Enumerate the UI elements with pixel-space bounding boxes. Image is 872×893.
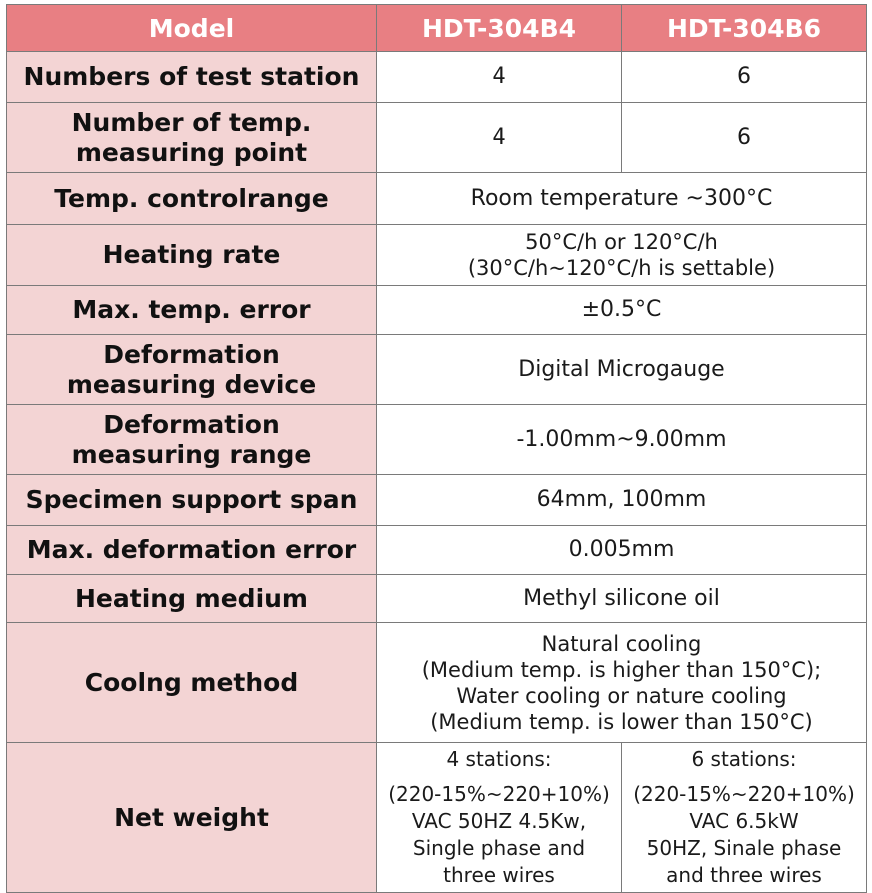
model-header: Model <box>7 5 377 52</box>
label-line: measuring range <box>71 439 312 469</box>
row-label: Temp. controlrange <box>7 173 377 225</box>
value-cell: 4 <box>377 103 622 173</box>
value-line: (Medium temp. is higher than 150°C); <box>421 657 822 682</box>
header-row <box>7 5 867 52</box>
value-line: VAC 6.5kW <box>689 809 799 833</box>
value-line: and three wires <box>666 863 822 887</box>
value-cell <box>377 225 867 286</box>
row-label: Max. temp. error <box>7 286 377 335</box>
value-line: (Medium temp. is lower than 150°C) <box>430 709 813 734</box>
value-cell: Digital Microgauge <box>377 335 867 405</box>
table-row-deformation-device <box>7 335 867 405</box>
value-cell: -1.00mm~9.00mm <box>377 405 867 475</box>
table-row-heating-rate <box>7 225 867 286</box>
value-line: 4 stations: <box>446 747 552 771</box>
table-row-net-weight <box>7 743 867 893</box>
table-row-support-span <box>7 475 867 526</box>
value-cell: 0.005mm <box>377 526 867 575</box>
value-line: (30°C/h~120°C/h is settable) <box>467 256 776 280</box>
table-row-heating-medium <box>7 575 867 623</box>
table-row-cooling <box>7 623 867 743</box>
value-line: Natural cooling <box>541 631 702 656</box>
value-line: Water cooling or nature cooling <box>456 683 787 708</box>
value-line: 50HZ, Sinale phase <box>646 836 842 860</box>
model-b-header: HDT-304B6 <box>622 5 867 52</box>
table-row-stations <box>7 52 867 103</box>
row-label: Heating medium <box>7 575 377 623</box>
value-line: (220-15%~220+10%) <box>633 782 855 806</box>
table-row-deformation-range <box>7 405 867 475</box>
label-line: measuring point <box>75 137 308 167</box>
table-row-deformation-error <box>7 526 867 575</box>
value-cell: Room temperature ~300°C <box>377 173 867 225</box>
row-label: Net weight <box>7 743 377 893</box>
row-label: Numbers of test station <box>7 52 377 103</box>
value-line: VAC 50HZ 4.5Kw, <box>411 809 587 833</box>
value-line: 50°C/h or 120°C/h <box>525 230 718 254</box>
value-cell: 64mm, 100mm <box>377 475 867 526</box>
row-label <box>7 405 377 475</box>
row-label: Heating rate <box>7 225 377 286</box>
value-line: three wires <box>443 863 555 887</box>
row-label: Coolng method <box>7 623 377 743</box>
value-cell: 4 <box>377 52 622 103</box>
value-cell <box>622 743 867 893</box>
label-line: measuring device <box>66 369 317 399</box>
table-row-control-range <box>7 173 867 225</box>
row-label <box>7 335 377 405</box>
value-cell: ±0.5°C <box>377 286 867 335</box>
label-line: Deformation <box>103 409 280 439</box>
label-line: Deformation <box>103 339 280 369</box>
table-row-temp-error <box>7 286 867 335</box>
row-label: Specimen support span <box>7 475 377 526</box>
value-cell <box>377 743 622 893</box>
value-line: 6 stations: <box>691 747 797 771</box>
table-row-measuring-points <box>7 103 867 173</box>
value-line: Single phase and <box>412 836 586 860</box>
value-line: (220-15%~220+10%) <box>388 782 610 806</box>
value-cell <box>377 623 867 743</box>
value-cell: 6 <box>622 103 867 173</box>
model-a-header: HDT-304B4 <box>377 5 622 52</box>
spec-table <box>6 4 867 893</box>
value-cell: Methyl silicone oil <box>377 575 867 623</box>
label-line: Number of temp. <box>71 107 312 137</box>
value-cell: 6 <box>622 52 867 103</box>
row-label: Max. deformation error <box>7 526 377 575</box>
row-label <box>7 103 377 173</box>
